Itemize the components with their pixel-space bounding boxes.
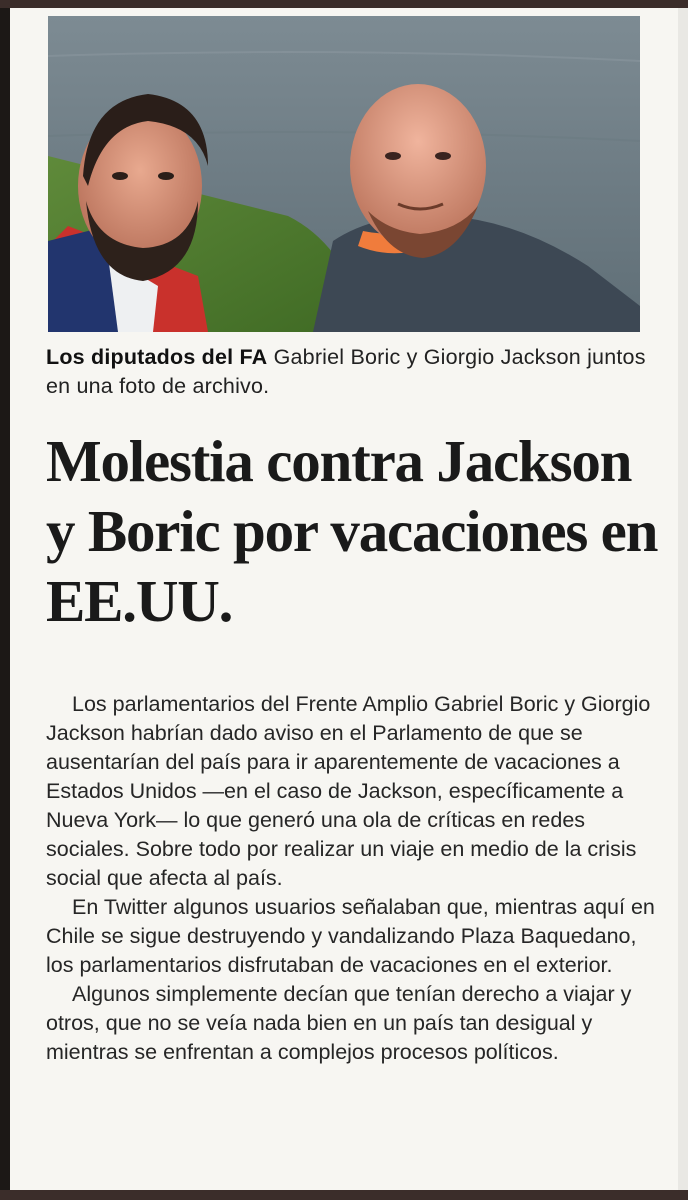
bottom-border	[0, 1190, 688, 1200]
article-paragraph: Los parlamentarios del Frente Amplio Gabriel Boric y Giorgio Jackson habrían dado aviso en el Parlamento de que se ausentarían del país para ir aparentemente de vacaciones a Estados Unidos —en el caso de Jackson, específicamente a Nueva York— lo que generó una ola de críticas en redes sociales. Sobre todo por realizar un viaje en medio de la crisis social que afecta al país.	[46, 692, 651, 890]
selfie-photo-illustration	[48, 16, 640, 332]
headline: Molestia contra Jackson y Boric por vacaciones en EE.UU.	[46, 428, 658, 634]
right-margin	[678, 8, 688, 1190]
photo-caption	[46, 343, 656, 401]
article-paragraph: Algunos simplemente decían que tenían derecho a viajar y otros, que no se veía nada bien en un país tan desigual y mientras se enfrentan a complejos procesos políticos.	[46, 982, 632, 1064]
article-photo	[48, 16, 640, 332]
article-paragraph: En Twitter algunos usuarios señalaban que, mientras aquí en Chile se sigue destruyendo y vandalizando Plaza Baquedano, los parlamentarios disfrutaban de vacaciones en el exterior.	[46, 895, 655, 977]
left-border	[0, 8, 10, 1190]
newspaper-clipping	[10, 8, 678, 1190]
caption-bold-lead: Los diputados del FA	[46, 345, 268, 369]
caption-text: Gabriel Boric y Giorgio Jackson juntos en una foto de archivo.	[46, 345, 646, 398]
top-border	[0, 0, 688, 8]
article-body	[46, 690, 656, 1067]
